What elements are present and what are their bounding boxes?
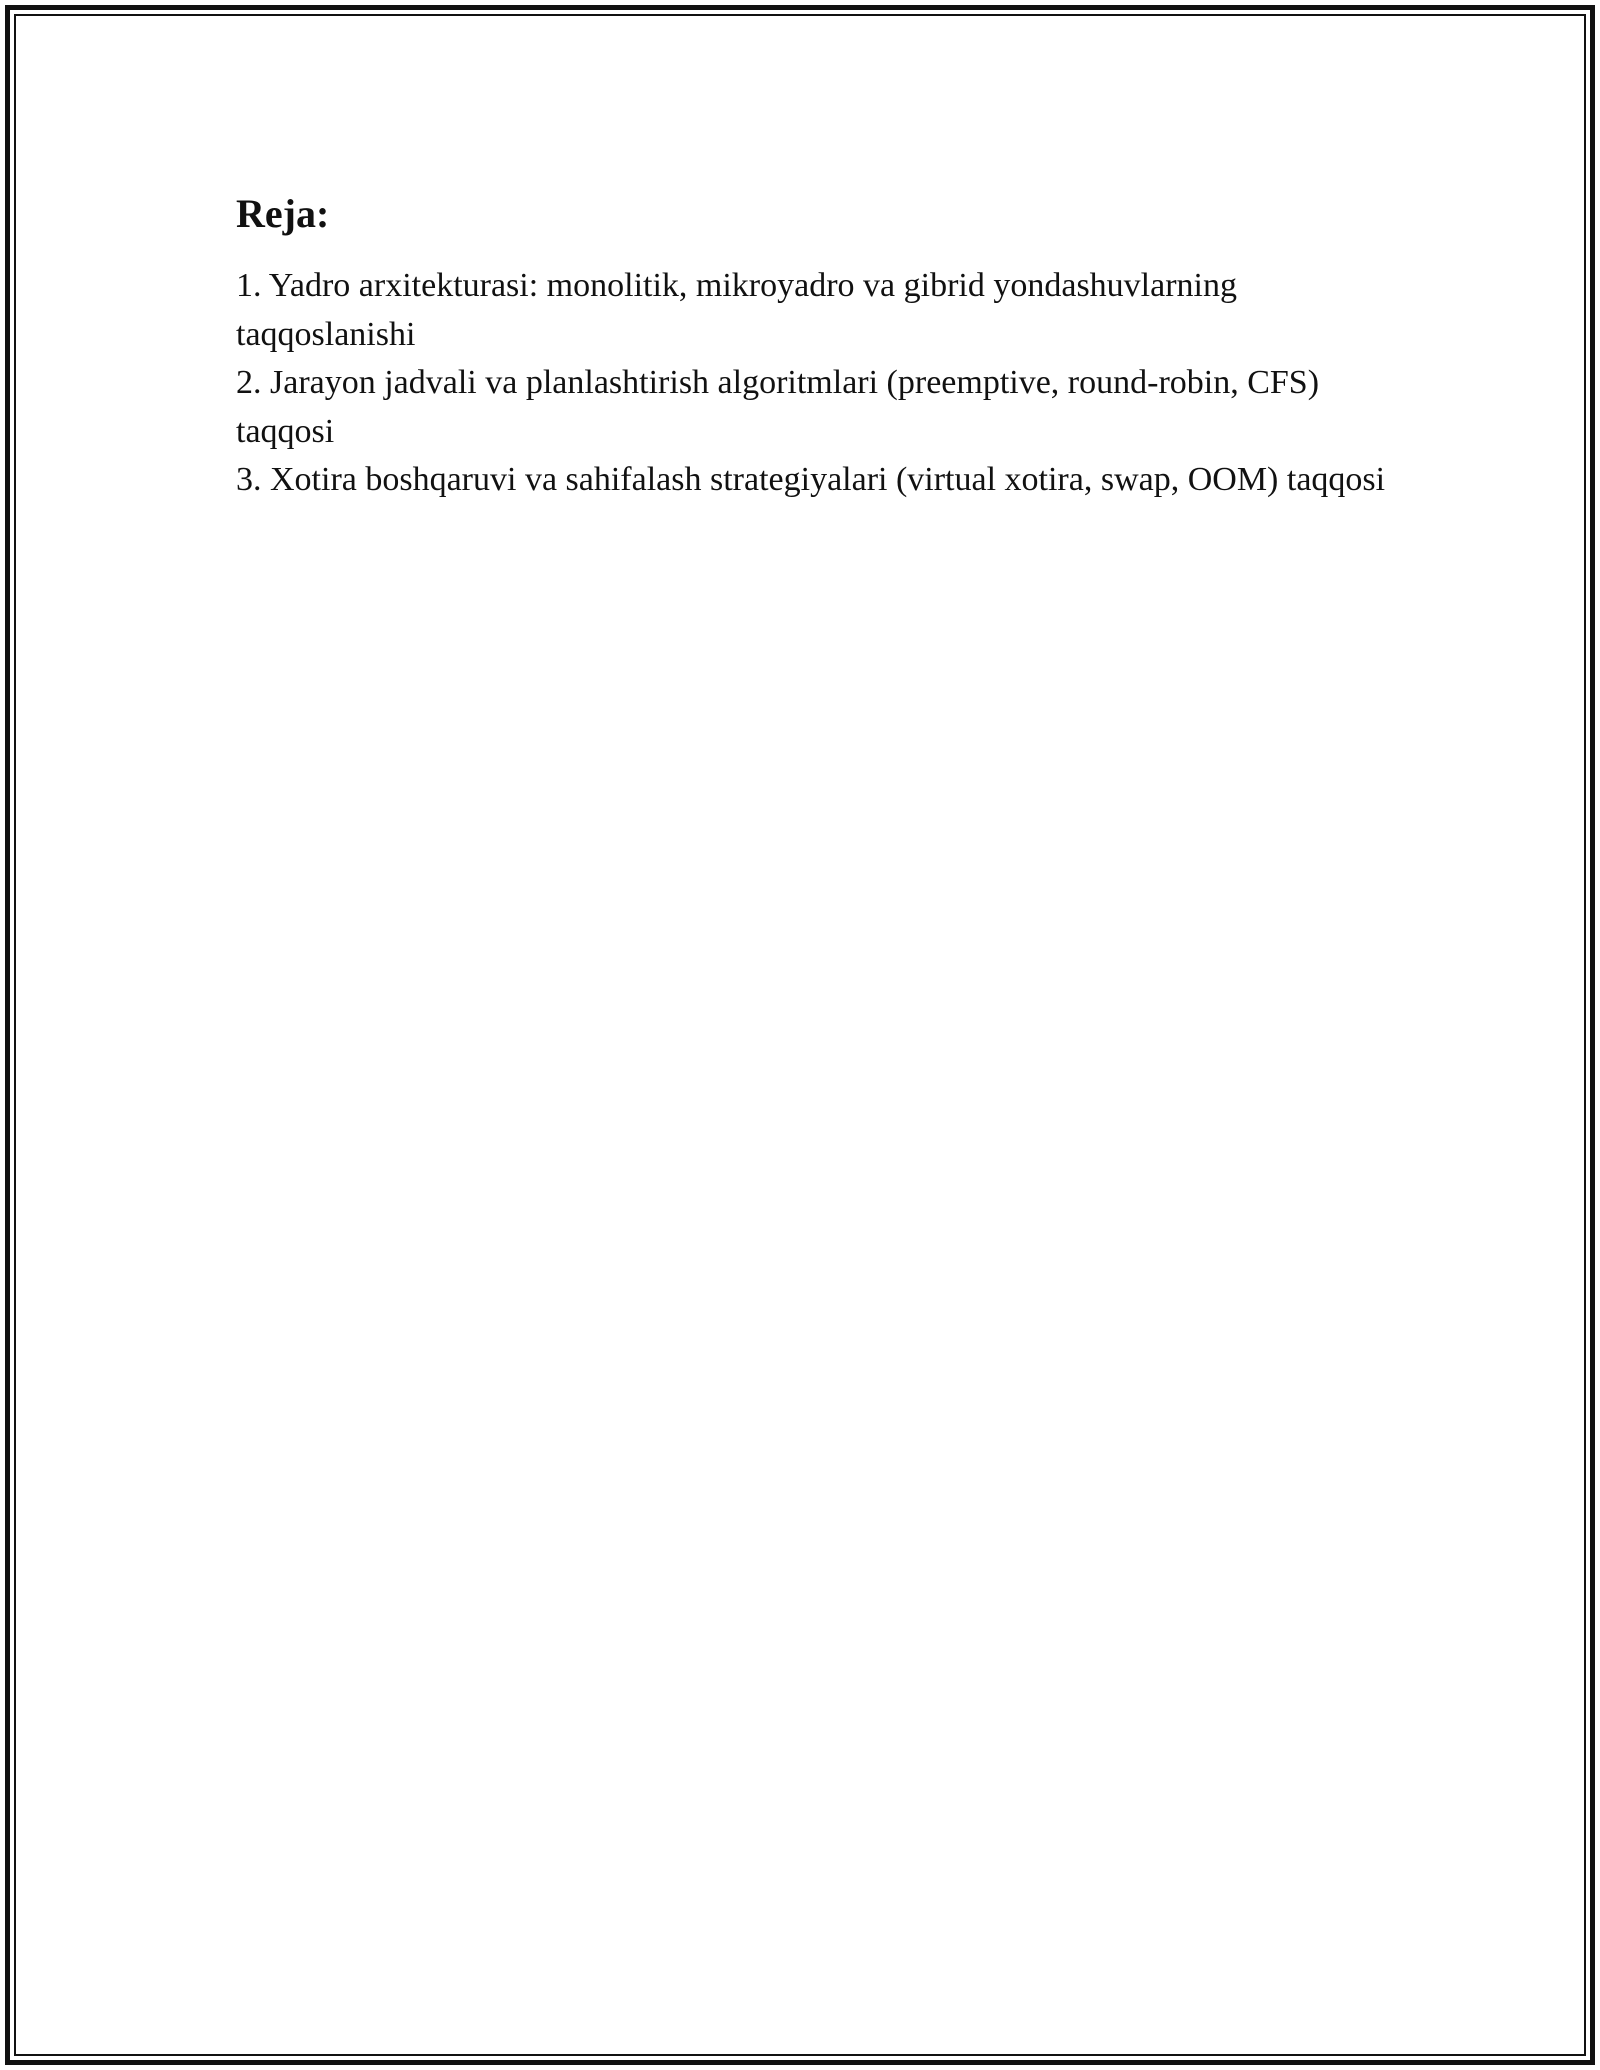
- plan-heading: Reja:: [236, 191, 330, 236]
- plan-item-1: 1. Yadro arxitekturasi: monolitik, mikroyadro va gibrid yondashuvlarning taqqoslanishi: [236, 267, 1237, 353]
- plan-item-3: 3. Xotira boshqaruvi va sahifalash strategiyalari (virtual xotira, swap, OOM) taqqosi: [236, 461, 1386, 498]
- document-body: [236, 182, 1386, 505]
- plan-list: [236, 262, 1386, 505]
- plan-item-2: 2. Jarayon jadvali va planlashtirish algoritmlari (preemptive, round-robin, CFS) taqqosi: [236, 364, 1320, 450]
